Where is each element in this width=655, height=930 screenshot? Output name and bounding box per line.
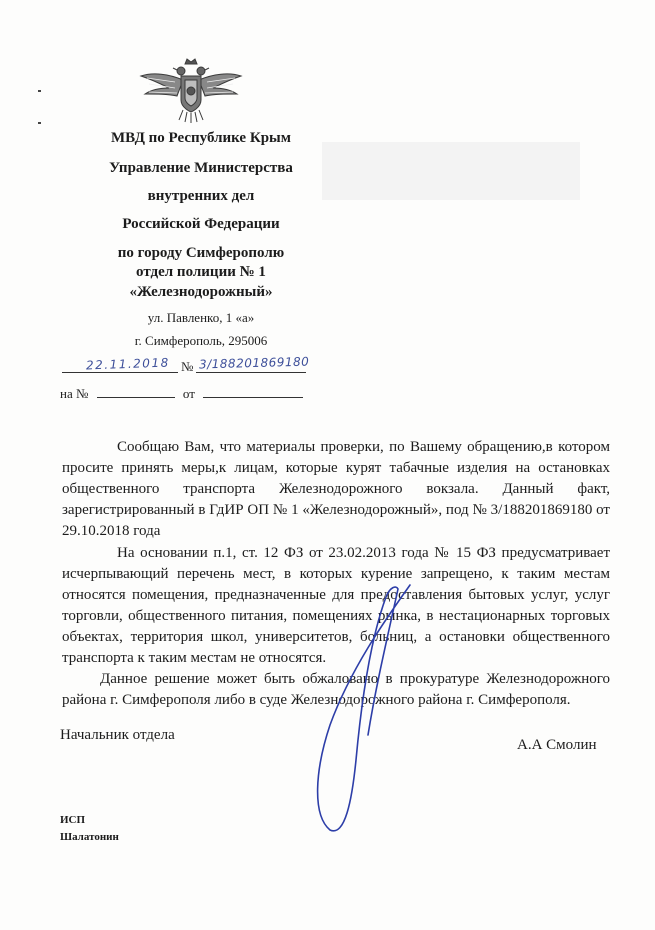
registration-number: 3/188201869180 [198,354,310,372]
org-line: внутренних дел [147,188,255,204]
signatory-name: А.А Смолин [517,737,597,753]
org-line: МВД по Республике Крым [111,130,291,146]
executor-block [60,812,119,846]
executor-name: Шалатонин [60,831,119,843]
date-underline [62,372,178,373]
registration-date: 22.11.2018 [85,355,170,373]
registration-number-label: № [181,359,194,374]
executor-label: ИСП [60,814,86,826]
body-paragraph: На основании п.1, ст. 12 ФЗ от 23.02.2013 года № 15 ФЗ предусматривает исчерпывающий перечень мест, в которых курение запрещено, к таким местам относятся помещения, предназначенные для предоставления бытовых услуг, услуг торговли, общественного питания, помещениях рынка, в нестационарных торговых объектах, территория школ, университетов, больниц, а остановки общественного транспорта к таким местам не относятся. [62,545,610,666]
handwritten-signature [290,575,490,835]
reference-no-label: на № [60,386,89,401]
scan-speck [38,122,41,124]
body-paragraph: Данное решение может быть обжаловано в прокуратуре Железнодорожного района г. Симферополя либо в суде Железнодорожного района г. Симферополя. [62,671,610,708]
reference-number-blank [97,397,175,398]
reference-from-label: от [182,386,195,401]
signatory-role: Начальник отдела [60,727,175,743]
city-address: г. Симферополь, 295006 [134,333,268,348]
redacted-recipient-block [322,142,580,200]
reference-line [60,386,303,402]
reference-date-blank [203,397,303,398]
organization-header [62,0,340,300]
org-line: Управление Министерства [109,160,293,176]
street-address: ул. Павленко, 1 «а» [147,310,255,325]
org-line: «Железнодорожный» [129,284,273,300]
org-line: по городу Симферополю [117,245,285,261]
number-underline [196,372,306,373]
scan-speck [38,90,41,92]
org-line: отдел полиции № 1 [136,264,266,280]
body-paragraph: Сообщаю Вам, что материалы проверки, по Вашему обращению,в котором просите принять меры,к лицам, которые курят табачные изделия на остановках общественного транспорта Железнодорожного вокзала. Данный факт, зарегистрированный в ГдИР ОП № 1 «Железнодорожный», под № 3/188201869180 от 29.10.2018 года [62,439,610,539]
org-line: Российской Федерации [122,216,280,232]
